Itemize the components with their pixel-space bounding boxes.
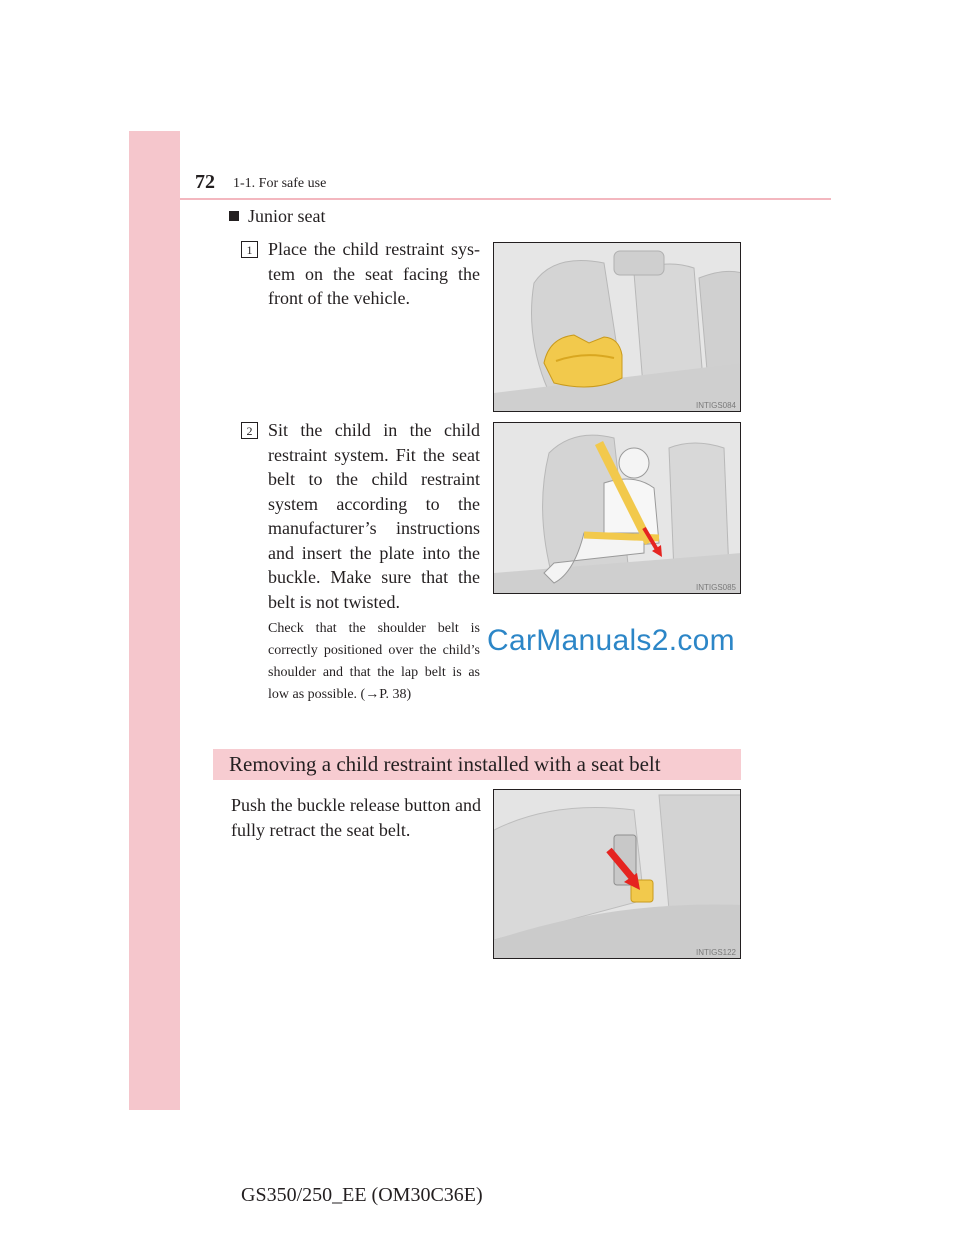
shoulder-belt-note: Check that the shoulder belt is correctly positioned over the child’s shoulder and that the lap belt is as low as possible. (→P. 38) — [268, 621, 480, 702]
junior-seat-heading-text: Junior seat — [248, 206, 326, 226]
removing-section-title: Removing a child restraint installed with a seat belt — [229, 752, 661, 776]
removing-instructions: Push the buckle release button and fully retract the seat belt. — [231, 795, 481, 840]
chapter-side-tab — [129, 131, 180, 1110]
step-1-text: Place the child restraint sys-tem on the seat facing the front of the vehicle. — [268, 239, 480, 308]
page-number: 72 — [195, 171, 215, 193]
section-label: 1-1. For safe use — [233, 176, 327, 191]
figure-2-code: INTIGS085 — [695, 583, 736, 592]
buckle-release-illustration — [493, 789, 741, 959]
square-bullet-icon — [229, 211, 239, 221]
child-seat-belt-drawing — [494, 423, 741, 594]
step-2-number: 2 — [241, 422, 258, 439]
footer-model-code: GS350/250_EE (OM30C36E) — [241, 1184, 483, 1206]
child-seat-belt-illustration — [493, 422, 741, 594]
junior-seat-placement-drawing — [494, 243, 741, 412]
figure-1-code: INTIGS084 — [695, 401, 736, 410]
watermark-text: CarManuals2.com — [487, 624, 735, 657]
junior-seat-heading — [229, 206, 325, 227]
figure-3-code: INTIGS122 — [695, 948, 736, 957]
step-2-text: Sit the child in the child restraint system. Fit the seat belt to the child restraint system according to the manufacturer’s instructions and insert the plate into the buckle. Make sure that the belt is not twisted. — [268, 420, 480, 612]
header-rule — [180, 198, 831, 200]
buckle-release-drawing — [494, 790, 741, 959]
junior-seat-placement-illustration — [493, 242, 741, 412]
step-1-number: 1 — [241, 241, 258, 258]
